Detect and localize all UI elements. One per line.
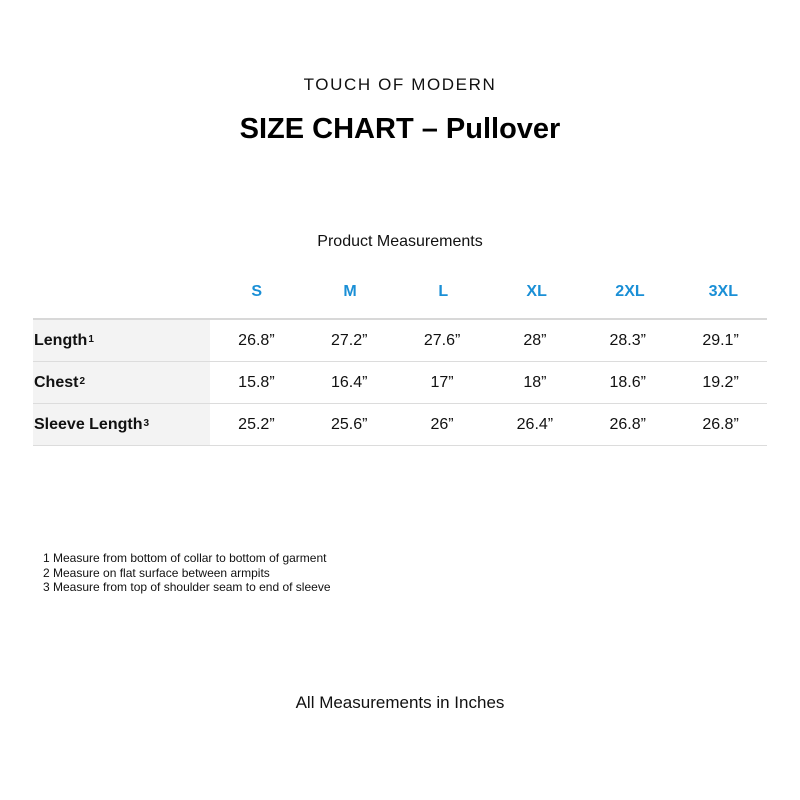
table-cell: 25.2”	[238, 415, 275, 433]
size-header: S	[251, 283, 262, 300]
table-cell: 18.6”	[609, 373, 646, 391]
footnote-marker: 3	[143, 418, 150, 429]
row-label-text: Sleeve Length	[34, 415, 143, 433]
row-label	[33, 320, 210, 361]
size-header: 2XL	[615, 283, 645, 300]
table-row	[33, 362, 767, 404]
page-title: SIZE CHART – Pullover	[239, 113, 561, 145]
row-label	[33, 404, 210, 445]
table-cell: 26”	[430, 415, 454, 433]
footnote: 2 Measure on flat surface between armpits	[43, 565, 270, 580]
size-header: M	[343, 283, 357, 300]
size-header: 3XL	[708, 283, 738, 300]
table-cell: 26.4”	[516, 415, 554, 433]
measurement-table	[33, 320, 767, 446]
table-cell: 29.1”	[702, 331, 739, 349]
table-cell: 27.2”	[331, 331, 368, 349]
table-cell: 17”	[430, 373, 454, 391]
table-subtitle: Product Measurements	[317, 233, 483, 250]
row-label-text: Chest	[34, 373, 79, 391]
table-cell: 26.8”	[609, 415, 646, 433]
footnote-marker: 1	[88, 334, 94, 345]
size-header: XL	[526, 283, 547, 300]
row-label	[33, 362, 210, 403]
units-note: All Measurements in Inches	[295, 693, 505, 712]
table-cell: 15.8”	[238, 373, 275, 391]
table-cell: 27.6”	[423, 331, 461, 349]
footnote: 1 Measure from bottom of collar to bottom of garment	[43, 551, 327, 565]
table-cell: 19.2”	[702, 373, 739, 391]
footnote-marker: 2	[79, 376, 86, 387]
table-cell: 16.4”	[331, 373, 368, 391]
table-cell: 28.3”	[609, 331, 646, 349]
table-cell: 26.8”	[702, 415, 739, 433]
table-cell: 28”	[523, 331, 547, 349]
footnotes	[43, 551, 331, 595]
brand-logo: TOUCH OF MODERN	[303, 75, 497, 94]
table-row	[33, 320, 767, 362]
table-cell: 25.6”	[331, 415, 368, 433]
footnote: 3 Measure from top of shoulder seam to end of sleeve	[43, 580, 331, 594]
table-cell: 26.8”	[238, 331, 275, 349]
table-cell: 18”	[523, 373, 547, 391]
table-row	[33, 404, 767, 446]
size-header-row	[210, 283, 770, 301]
row-label-text: Length	[34, 331, 88, 349]
size-header: L	[438, 283, 449, 300]
